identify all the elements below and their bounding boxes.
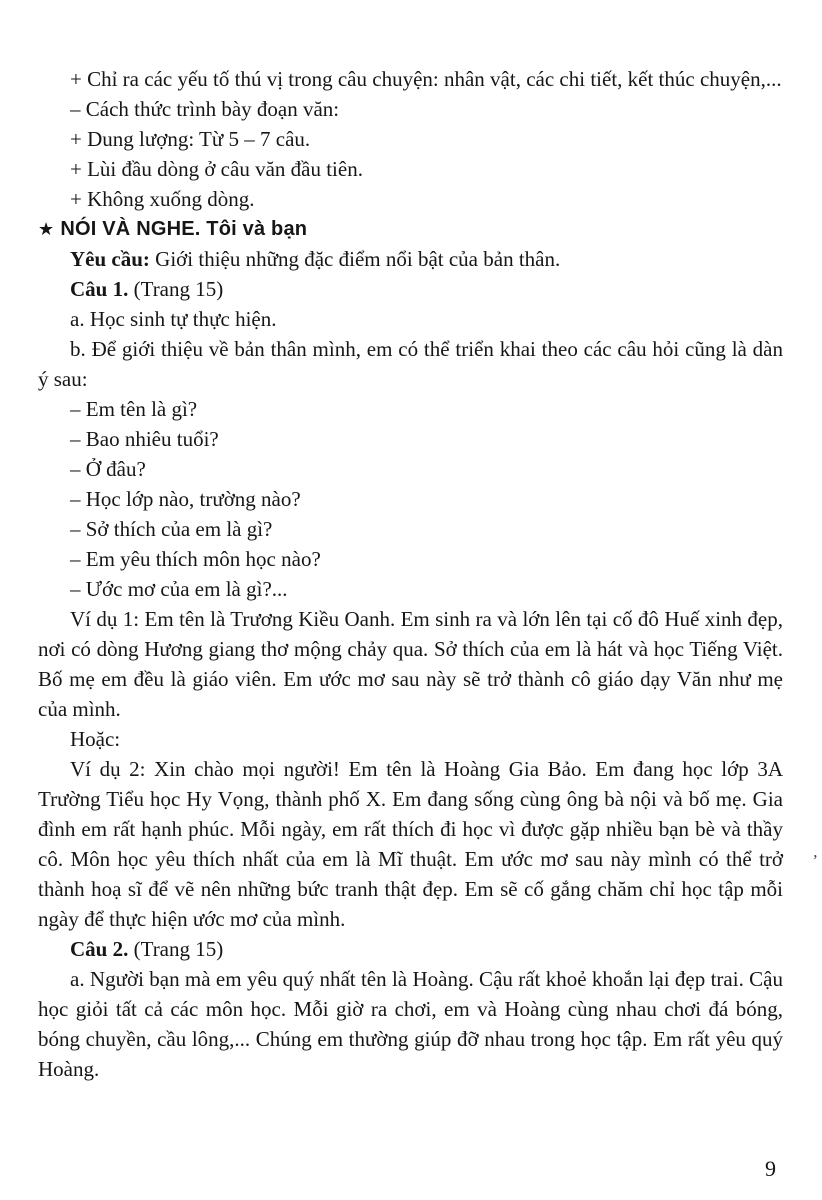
question-2-heading — [38, 934, 783, 964]
bullet-point: – Cách thức trình bày đoạn văn: — [70, 97, 340, 121]
outline-item: – Học lớp nào, trường nào? — [70, 487, 301, 511]
page-number: 9 — [765, 1156, 776, 1181]
question-1-heading — [38, 274, 783, 304]
bullet-point: + Chỉ ra các yếu tố thú vị trong câu chuyện: nhân vật, các chi tiết, kết thúc chuyện,... — [70, 67, 782, 91]
page-content — [38, 64, 783, 1084]
outline-item: – Sở thích của em là gì? — [70, 517, 273, 541]
bullet-point: + Không xuống dòng. — [70, 187, 255, 211]
requirement-line — [38, 244, 783, 274]
star-icon: ★ — [38, 219, 55, 239]
example-1-paragraph: Ví dụ 1: Em tên là Trương Kiều Oanh. Em sinh ra và lớn lên tại cố đô Huế xinh đẹp, nơi có dòng Hương giang thơ mộng chảy qua. Sở thích của em là hát và học Tiếng Việt. Bố mẹ em đều là giáo viên. Em ước mơ sau này sẽ trở thành cô giáo dạy Văn như mẹ của mình. — [38, 607, 783, 721]
question-2-page-ref: (Trang 15) — [128, 937, 224, 961]
outline-item: – Em yêu thích môn học nào? — [70, 547, 321, 571]
question-1-answer-a: a. Học sinh tự thực hiện. — [70, 307, 277, 331]
requirement-label: Yêu cầu: — [70, 247, 150, 271]
requirement-text: Giới thiệu những đặc điểm nổi bật của bản thân. — [149, 247, 561, 271]
question-1-page-ref: (Trang 15) — [128, 277, 224, 301]
question-2-label: Câu 2. — [70, 937, 129, 961]
outline-item: – Ở đâu? — [70, 457, 146, 481]
question-2-answer-a: a. Người bạn mà em yêu quý nhất tên là Hoàng. Cậu rất khoẻ khoắn lại đẹp trai. Cậu học giỏi tất cả các môn học. Mỗi giờ ra chơi, em và Hoàng cùng nhau chơi đá bóng, bóng chuyền, cầu lông,... Chúng em thường giúp đỡ nhau trong học tập. Em rất yêu quý Hoàng. — [38, 967, 783, 1081]
outline-item: – Bao nhiêu tuổi? — [70, 427, 219, 451]
bullet-point: + Lùi đầu dòng ở câu văn đầu tiên. — [70, 157, 363, 181]
scan-mark-artifact: ’ — [812, 851, 818, 870]
outline-item: – Ước mơ của em là gì?... — [70, 577, 288, 601]
section-title: NÓI VÀ NGHE. Tôi và bạn — [60, 218, 308, 240]
outline-item: – Em tên là gì? — [70, 397, 198, 421]
question-1-label: Câu 1. — [70, 277, 129, 301]
question-1-answer-b: b. Để giới thiệu về bản thân mình, em có thể triển khai theo các câu hỏi cũng là dàn ý sau: — [38, 337, 783, 391]
bullet-point: + Dung lượng: Từ 5 – 7 câu. — [70, 127, 311, 151]
or-line: Hoặc: — [70, 727, 121, 751]
example-2-paragraph: Ví dụ 2: Xin chào mọi người! Em tên là Hoàng Gia Bảo. Em đang học lớp 3A Trường Tiểu học Hy Vọng, thành phố X. Em đang sống cùng ông bà nội và bố mẹ. Gia đình em rất hạnh phúc. Mỗi ngày, em rất thích đi học vì được gặp nhiều bạn bè và thầy cô. Môn học yêu thích nhất của em là Mĩ thuật. Em ước mơ sau này mình có thể trở thành hoạ sĩ để vẽ nên những bức tranh thật đẹp. Em sẽ cố gắng chăm chỉ học tập mỗi ngày để thực hiện ước mơ của mình. — [38, 757, 783, 931]
section-header — [38, 214, 783, 244]
